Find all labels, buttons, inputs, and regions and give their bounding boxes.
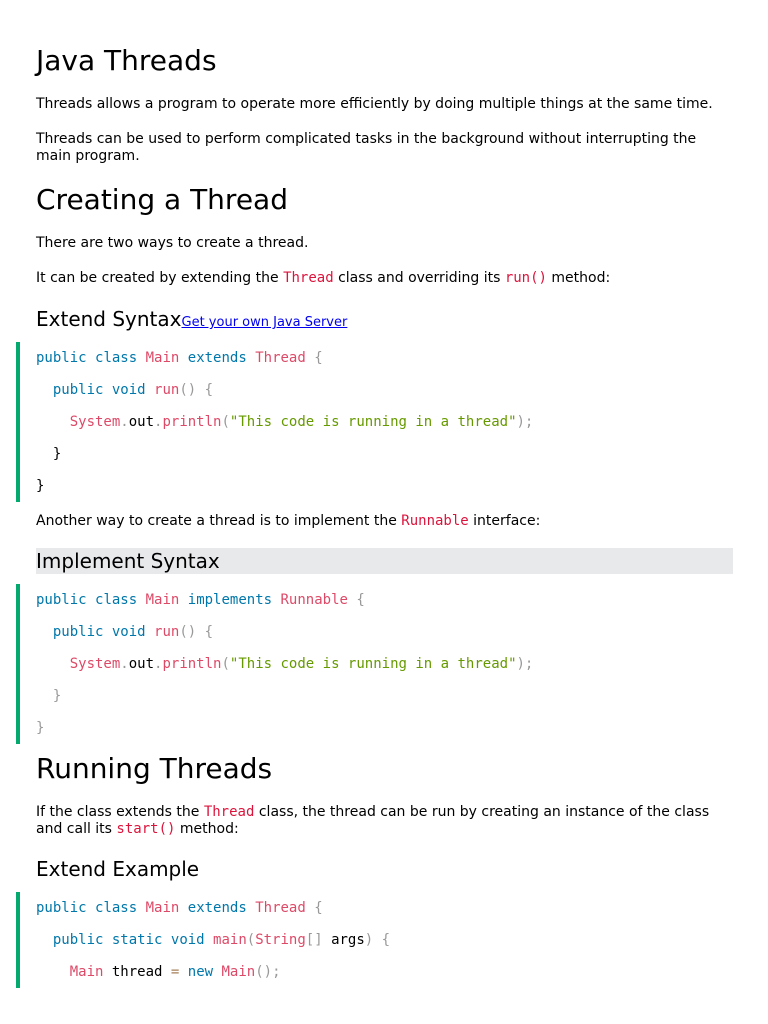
text-segment: method: [175,821,239,837]
text-segment: class and overriding its [333,270,505,286]
get-java-server-link[interactable]: Get your own Java Server [181,315,348,330]
code-line [20,584,737,616]
code-token: public [52,624,104,640]
code-token: public [36,900,87,916]
code-token: } [36,478,45,494]
code-token: args [331,932,365,948]
code-line [20,342,737,374]
code-token: { [381,932,391,948]
running-description-paragraph [36,804,733,838]
code-token: . [120,656,129,672]
code-token: { [314,900,323,916]
code-token: ( [221,414,230,430]
code-token: () [179,624,197,640]
text-segment: class, the thread can be run by creating an instance of the class and call its [36,804,710,837]
extend-example-heading: Extend Example [36,857,200,881]
inline-code-start: start() [116,821,176,837]
code-line [20,956,737,988]
code-token: = [170,964,180,980]
code-token: ); [516,414,534,430]
code-token: out [128,656,155,672]
inline-code-run: run() [504,270,547,286]
code-token: { [314,350,323,366]
code-line [20,924,737,956]
code-token: run [154,624,180,640]
code-line [20,616,737,648]
extend-syntax-heading [36,306,347,336]
text-segment: It can be created by extending the [36,270,284,286]
code-token: println [162,656,222,672]
text-segment: method: [546,270,611,286]
code-token: . [154,656,163,672]
code-token: { [204,624,214,640]
code-token: . [154,414,163,430]
code-token: "This code is running in a thread" [229,414,517,430]
text-segment: interface: [468,513,541,529]
text-segment: If the class extends the [36,804,204,820]
code-line [20,648,737,680]
code-token: ); [516,656,534,672]
code-line [20,438,737,470]
code-token: extends [187,350,247,366]
code-token: (); [255,964,281,980]
extend-description-paragraph [36,270,733,287]
extend-syntax-code-block [16,342,737,502]
code-token: () [179,382,197,398]
code-token: extends [187,900,247,916]
code-token: static [111,932,163,948]
code-token: Thread [255,900,306,916]
code-token: run [154,382,180,398]
extend-syntax-heading-text: Extend Syntax [36,307,182,331]
code-token: class [95,900,138,916]
code-token: public [36,350,87,366]
code-token: } [52,446,62,462]
text-segment: Another way to create a thread is to implement the [36,513,402,529]
code-token: println [162,414,222,430]
code-token: Main [69,964,104,980]
inline-code-runnable: Runnable [401,513,469,529]
code-token: { [356,592,365,608]
code-token: class [95,592,138,608]
inline-code-thread: Thread [203,804,255,820]
code-token: thread [111,964,163,980]
code-line [20,374,737,406]
code-token: String [255,932,306,948]
code-token: public [52,932,104,948]
inline-code-thread: Thread [283,270,334,286]
code-line [20,470,737,502]
code-token: out [128,414,155,430]
code-token: Main [145,900,180,916]
page-title: Java Threads [36,44,217,77]
code-token: ( [221,656,230,672]
two-ways-paragraph: There are two ways to create a thread. [36,235,309,251]
code-token: class [95,350,138,366]
code-token: { [204,382,214,398]
code-token: Main [145,592,180,608]
code-line [20,406,737,438]
code-token: ( [246,932,256,948]
code-token: void [170,932,205,948]
code-token: Runnable [280,592,348,608]
another-way-paragraph [36,513,733,530]
code-token: System [69,414,121,430]
code-token: Thread [255,350,306,366]
intro-paragraph-2: Threads can be used to perform complicated tasks in the background without interrupting the main program. [36,131,697,164]
code-token: [] [305,932,323,948]
code-token: . [120,414,129,430]
code-token: System [69,656,121,672]
running-threads-heading: Running Threads [36,752,273,785]
implement-syntax-heading: Implement Syntax [36,548,733,574]
implement-syntax-code-block [16,584,737,744]
code-token: ) [364,932,374,948]
code-token: Main [221,964,256,980]
code-line [20,712,737,744]
code-token: main [213,932,247,948]
code-token: } [52,688,62,704]
code-token: } [36,720,45,736]
code-token: public [36,592,87,608]
code-token: Main [145,350,180,366]
creating-thread-heading: Creating a Thread [36,183,288,216]
code-line [20,892,737,924]
code-token: void [111,382,146,398]
code-token: void [111,624,146,640]
code-line [20,680,737,712]
code-token: new [187,964,214,980]
intro-paragraph-1: Threads allows a program to operate more efficiently by doing multiple things at the same time. [36,96,713,112]
code-token: "This code is running in a thread" [229,656,517,672]
extend-example-code-block [16,892,737,988]
code-token: public [52,382,104,398]
code-token: implements [187,592,273,608]
